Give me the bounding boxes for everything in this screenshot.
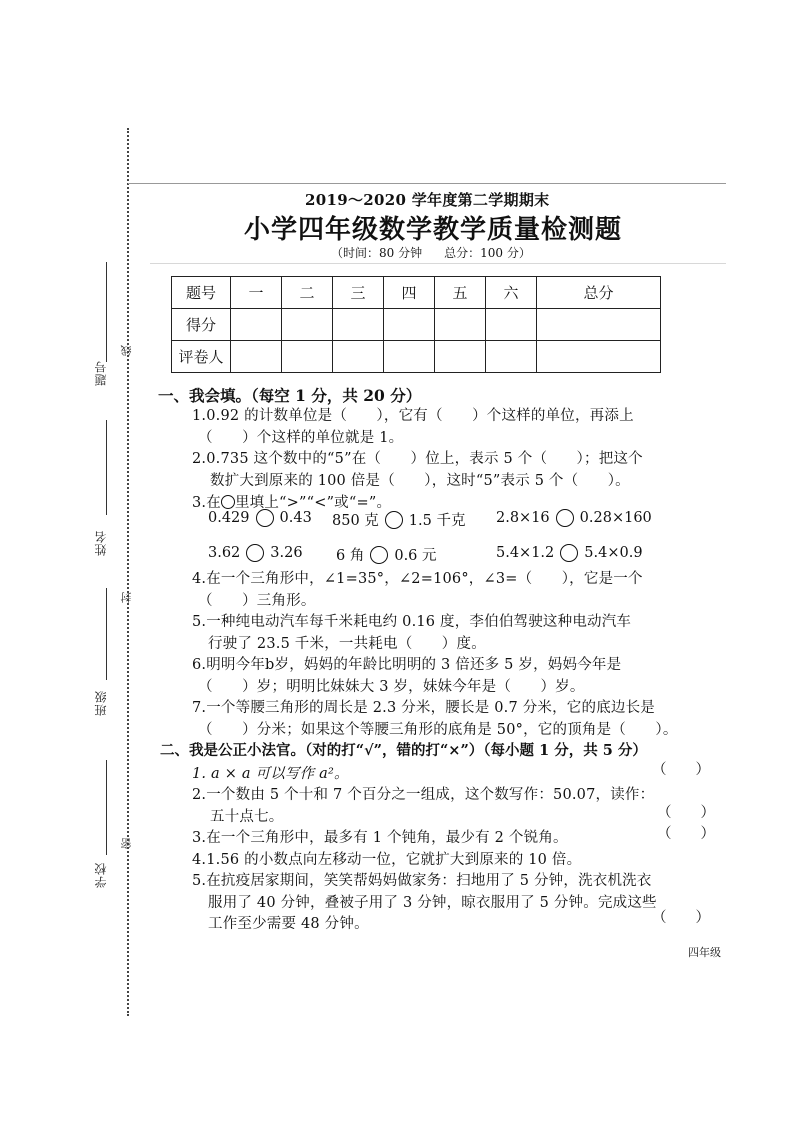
question-line: （ ）三角形。 xyxy=(198,593,316,609)
compare-item xyxy=(496,509,652,527)
score-cell[interactable] xyxy=(435,341,486,373)
exam-meta xyxy=(331,244,553,261)
binding-label-class: 班级 xyxy=(94,690,108,716)
exam-time: （时间：80 分钟 xyxy=(331,246,423,260)
judge-answer-paren[interactable]: （ ） xyxy=(657,805,715,821)
question-line: （ ）个这样的单位就是 1。 xyxy=(198,430,404,446)
judge-question: 1. a × a 可以写作 a²。 xyxy=(192,766,349,782)
exam-title: 小学四年级数学教学质量检测题 xyxy=(244,215,623,245)
score-cell[interactable] xyxy=(333,341,384,373)
compare-item xyxy=(496,544,643,562)
exam-total: 总分：100 分） xyxy=(444,246,531,260)
binding-mark-line: 线 xyxy=(120,345,133,356)
compare-left: 850 克 xyxy=(332,513,379,529)
compare-left: 5.4×1.2 xyxy=(496,545,555,561)
score-cell[interactable] xyxy=(282,309,333,341)
circle-icon xyxy=(221,495,235,509)
compare-item xyxy=(332,509,465,530)
score-table-header-cell: 三 xyxy=(333,277,384,309)
compare-right: 0.6 元 xyxy=(394,548,437,564)
question-line: 7.一个等腰三角形的周长是 2.3 分米，腰长是 0.7 分米，它的底边长是 xyxy=(192,700,655,716)
compare-left: 2.8×16 xyxy=(496,510,550,526)
binding-mark-secret: 密 xyxy=(120,838,133,849)
judge-answer-paren[interactable]: （ ） xyxy=(652,910,710,926)
score-cell[interactable] xyxy=(282,341,333,373)
section2-heading: 二、我是公正小法官。（对的打“√”，错的打“×”）（每小题 1 分，共 5 分） xyxy=(160,742,647,759)
score-table-row xyxy=(172,309,661,341)
compare-left: 3.62 xyxy=(208,545,241,561)
compare-right: 0.43 xyxy=(279,510,312,526)
compare-circle-input[interactable] xyxy=(560,544,578,562)
score-cell[interactable] xyxy=(486,341,537,373)
score-cell[interactable] xyxy=(537,309,661,341)
score-cell[interactable] xyxy=(384,309,435,341)
compare-right: 0.28×160 xyxy=(579,510,652,526)
compare-item xyxy=(336,544,437,565)
score-table-header-cell: 题号 xyxy=(172,277,231,309)
header-faint-rule xyxy=(150,263,726,264)
compare-right: 1.5 千克 xyxy=(408,513,466,529)
question-line: 4.在一个三角形中，∠1=35°，∠2=106°，∠3=（ ），它是一个 xyxy=(192,571,643,587)
question-line: 5.一种纯电动汽车每千米耗电约 0.16 度，李伯伯驾驶这种电动汽车 xyxy=(192,614,632,630)
binding-label-exam-no: 题号 xyxy=(94,360,108,386)
exam-subtitle: 2019～2020 学年度第二学期期末 xyxy=(305,191,550,209)
score-cell[interactable] xyxy=(486,309,537,341)
question-line: （ ）分米；如果这个等腰三角形的底角是 50°，它的顶角是（ ）。 xyxy=(198,722,678,738)
score-cell[interactable] xyxy=(435,309,486,341)
score-cell[interactable] xyxy=(231,309,282,341)
compare-circle-input[interactable] xyxy=(256,509,274,527)
judge-question: 工作至少需要 48 分钟。 xyxy=(208,916,369,932)
name-blank-line-2 xyxy=(106,420,107,515)
class-blank-line xyxy=(106,588,107,680)
compare-right: 5.4×0.9 xyxy=(584,545,643,561)
name-blank-line xyxy=(106,262,107,362)
judge-question: 服用了 40 分钟，叠被子用了 3 分钟，晾衣服用了 5 分钟。完成这些 xyxy=(208,895,657,911)
judge-question: 五十点七。 xyxy=(210,809,284,825)
score-table-header-cell: 五 xyxy=(435,277,486,309)
compare-left: 6 角 xyxy=(336,548,365,564)
question-line: 2.0.735 这个数中的“5”在（ ）位上，表示 5 个（ ）；把这个 xyxy=(192,451,643,467)
compare-item xyxy=(208,544,303,562)
judge-question: 4.1.56 的小数点向左移动一位，它就扩大到原来的 10 倍。 xyxy=(192,852,582,868)
question-line: 数扩大到原来的 100 倍是（ ），这时“5”表示 5 个（ ）。 xyxy=(210,473,630,489)
score-cell[interactable] xyxy=(231,341,282,373)
score-cell[interactable] xyxy=(537,341,661,373)
binding-label-school: 学校 xyxy=(94,862,108,888)
score-table-header-cell: 六 xyxy=(486,277,537,309)
binding-mark-seal: 封 xyxy=(120,592,133,603)
top-rule xyxy=(128,183,726,184)
compare-circle-input[interactable] xyxy=(370,546,388,564)
score-table-header-cell: 四 xyxy=(384,277,435,309)
score-table-header-row xyxy=(172,277,661,309)
binding-label-name: 姓名 xyxy=(94,530,108,556)
judge-question: 5.在抗疫居家期间，笑笑帮妈妈做家务：扫地用了 5 分钟，洗衣机洗衣 xyxy=(192,873,652,889)
question-line: （ ）岁；明明比妹妹大 3 岁，妹妹今年是（ ）岁。 xyxy=(198,679,585,695)
q3-suffix: 里填上“>”“<”或“=”。 xyxy=(234,495,392,511)
score-row-label: 评卷人 xyxy=(172,341,231,373)
score-table-header-cell: 一 xyxy=(231,277,282,309)
section1-heading: 一、我会填。（每空 1 分，共 20 分） xyxy=(158,386,422,405)
score-table-row xyxy=(172,341,661,373)
judge-question: 3.在一个三角形中，最多有 1 个钝角，最少有 2 个锐角。 xyxy=(192,830,568,846)
page-footer: 四年级 xyxy=(688,946,721,959)
compare-right: 3.26 xyxy=(270,545,303,561)
question-line: 1.0.92 的计数单位是（ ），它有（ ）个这样的单位，再添上 xyxy=(192,408,634,424)
compare-circle-input[interactable] xyxy=(385,511,403,529)
judge-question: 2.一个数由 5 个十和 7 个百分之一组成，这个数写作：50.07，读作： xyxy=(192,787,655,803)
compare-item xyxy=(208,509,312,527)
score-cell[interactable] xyxy=(333,309,384,341)
compare-circle-input[interactable] xyxy=(556,509,574,527)
judge-answer-paren[interactable]: （ ） xyxy=(657,826,715,842)
school-blank-line xyxy=(106,760,107,855)
compare-left: 0.429 xyxy=(208,510,250,526)
score-table-header-cell: 总分 xyxy=(537,277,661,309)
q3-prefix: 3.在 xyxy=(192,495,221,511)
binding-dotted-line xyxy=(127,128,129,1016)
question-line: 行驶了 23.5 千米，一共耗电（ ）度。 xyxy=(208,636,486,652)
question-line: 6.明明今年b岁，妈妈的年龄比明明的 3 倍还多 5 岁，妈妈今年是 xyxy=(192,657,622,673)
score-table-header-cell: 二 xyxy=(282,277,333,309)
score-row-label: 得分 xyxy=(172,309,231,341)
score-cell[interactable] xyxy=(384,341,435,373)
score-table xyxy=(171,276,661,373)
judge-answer-paren[interactable]: （ ） xyxy=(652,762,710,778)
compare-circle-input[interactable] xyxy=(246,544,264,562)
